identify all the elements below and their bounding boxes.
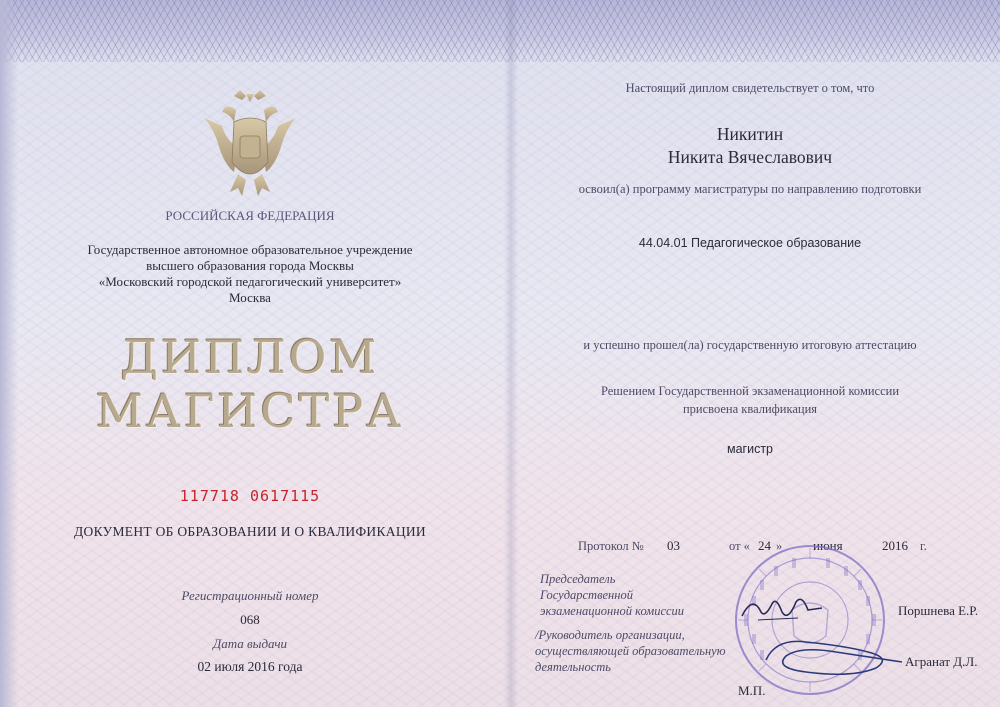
- protocol-day: 24: [758, 538, 771, 553]
- document-title-line-1: ДИПЛОМ: [120, 330, 380, 384]
- center-fold: [504, 0, 518, 707]
- graduate-surname: Никитин: [716, 124, 784, 144]
- head-title-line-2: осуществляющей образовательную: [535, 644, 726, 658]
- protocol-number: 03: [667, 538, 680, 553]
- attestation-text: и успешно прошел(ла) государственную итоговую аттестацию: [583, 338, 917, 352]
- protocol-close-quote: »: [776, 539, 783, 553]
- program-text: освоил(а) программу магистратуры по направлению подготовки: [578, 182, 922, 196]
- registration-label: Регистрационный номер: [181, 588, 319, 603]
- qualification: магистр: [726, 442, 773, 456]
- decision-line-2: присвоена квалификация: [682, 402, 818, 416]
- chair-title-line-1: Председатель: [540, 572, 616, 586]
- issue-date: 02 июля 2016 года: [197, 659, 303, 674]
- head-title-line-1: /Руководитель организации,: [535, 628, 685, 642]
- decorative-left-band: [0, 0, 18, 707]
- chair-name: Поршнева Е.Р.: [898, 603, 979, 618]
- protocol-year: 2016: [882, 538, 908, 553]
- chair-signature: [738, 592, 828, 626]
- protocol-label: Протокол №: [578, 539, 644, 553]
- protocol-year-suffix: г.: [920, 539, 927, 553]
- serial-number: 117718 0617115: [179, 487, 321, 505]
- institution-city: Москва: [229, 290, 271, 305]
- head-signature: [756, 632, 906, 682]
- head-name: Агранат Д.Л.: [905, 654, 978, 669]
- country-name: РОССИЙСКАЯ ФЕДЕРАЦИЯ: [165, 208, 335, 223]
- document-title-line-2: МАГИСТРА: [95, 384, 405, 438]
- decorative-top-band: [0, 0, 1000, 62]
- graduate-given-names: Никита Вячеславович: [667, 147, 833, 167]
- head-title-line-3: деятельность: [535, 660, 611, 674]
- seal-place-marker: М.П.: [738, 683, 766, 698]
- issue-date-label: Дата выдачи: [212, 636, 288, 651]
- institution-line-1: Государственное автономное образовательное учреждение: [87, 242, 413, 257]
- protocol-from: от «: [729, 539, 750, 553]
- document-type: ДОКУМЕНТ ОБ ОБРАЗОВАНИИ И О КВАЛИФИКАЦИИ: [74, 524, 426, 539]
- decision-line-1: Решением Государственной экзаменационной комиссии: [600, 384, 900, 398]
- protocol-month: июня: [813, 538, 843, 553]
- program-name: 44.04.01 Педагогическое образование: [638, 236, 862, 250]
- chair-title-line-2: Государственной: [540, 588, 633, 602]
- institution-line-3: «Московский городской педагогический университет»: [98, 274, 402, 289]
- coat-of-arms-icon: [196, 88, 304, 198]
- chair-title-line-3: экзаменационной комиссии: [540, 604, 685, 618]
- institution-line-2: высшего образования города Москвы: [146, 258, 354, 273]
- registration-number: 068: [240, 612, 260, 627]
- intro-text: Настоящий диплом свидетельствует о том, что: [625, 81, 875, 95]
